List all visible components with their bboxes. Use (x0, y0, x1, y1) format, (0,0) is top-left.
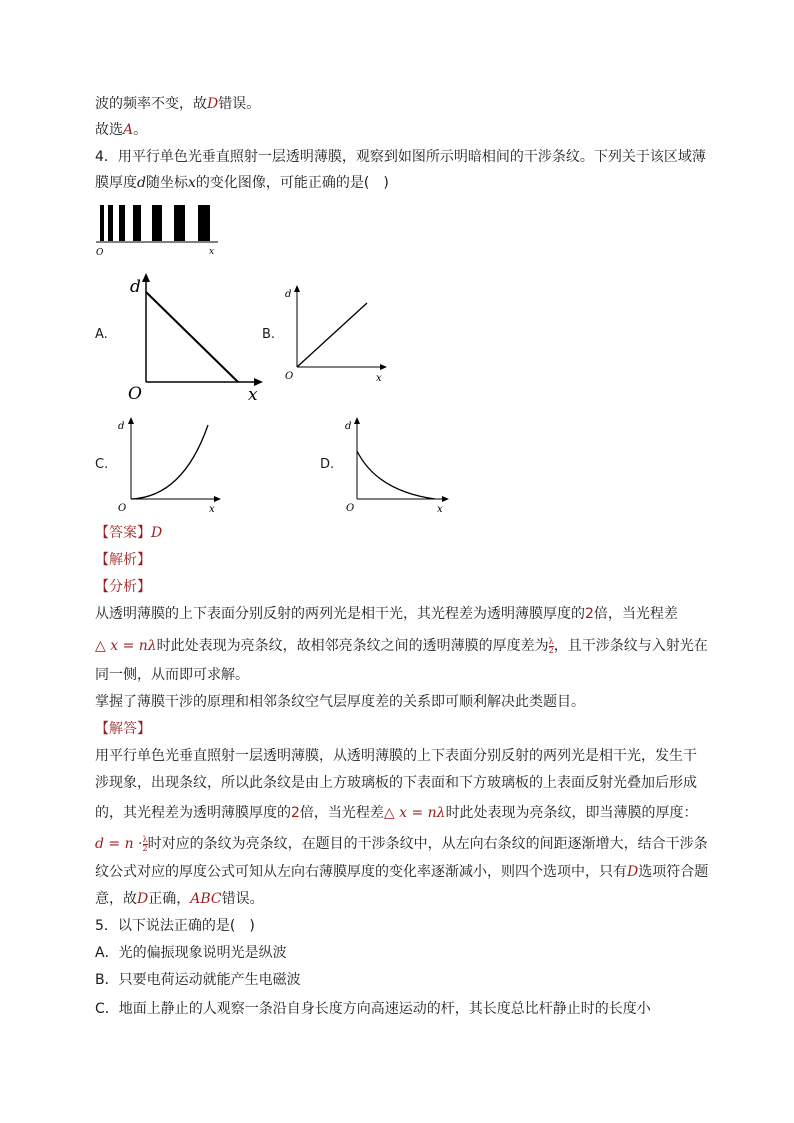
prev-line-2 (95, 120, 147, 140)
d-y-arrow (354, 417, 360, 424)
b-d-label: d (285, 289, 292, 300)
prev-text: 波的频率不变，故 (95, 96, 207, 112)
formula: d = n · (95, 836, 143, 852)
option-b-graph[interactable] (283, 283, 391, 387)
fringe-bar (152, 205, 162, 241)
answer-label: 【答案】 (95, 525, 151, 541)
analysis-text: 从透明薄膜的上下表面分别反射的两列光是相干光，其光程差为透明薄膜厚度的 (95, 606, 585, 622)
d-x-label: x (437, 504, 443, 515)
solution-option: ABC (190, 891, 222, 907)
fenxi-heading: 【分析】 (95, 579, 151, 595)
c-y-arrow (128, 417, 134, 424)
solution-text: 的，其光程差为透明薄膜厚度的 (95, 805, 291, 821)
prev-line-1 (95, 94, 260, 114)
solution-line-2: 涉现象，出现条纹，所以此条纹是由上方玻璃板的下表面和下方玻璃板的上表面反射光叠加后形成 (95, 775, 697, 791)
solution-text: 倍，当光程差 (299, 805, 384, 821)
prev-option: A (123, 122, 134, 138)
option-a-graph[interactable] (122, 272, 267, 404)
fringe-bar (198, 205, 210, 241)
q5-option-a[interactable]: A．光的偏振现象说明光是纵波 (95, 945, 287, 961)
prev-text: 故选 (95, 122, 123, 138)
analysis-line-4: 掌握了薄膜干涉的原理和相邻条纹空气层厚度差的关系即可顺利解决此类题目。 (95, 694, 585, 710)
solution-line-3 (95, 803, 698, 823)
solution-text: 时此处表现为亮条纹，即当薄膜的厚度： (445, 805, 698, 821)
c-x-arrow (214, 496, 221, 502)
solution-text: 正确， (148, 891, 191, 907)
b-curve (297, 303, 367, 367)
option-a-label[interactable]: A. (95, 327, 108, 342)
q4-text: 膜厚度 (95, 175, 137, 191)
q5-option-b[interactable]: B．只要电荷运动就能产生电磁波 (95, 972, 301, 988)
solution-text: 纹公式对应的厚度公式可知从左向右薄膜厚度的变化率逐渐减小，则四个选项中，只有 (95, 864, 627, 880)
answer-line (95, 523, 162, 543)
solution-line-5 (95, 862, 708, 882)
q4-stem-line-1: 4．用平行单色光垂直照射一层透明薄膜，观察到如图所示明暗相间的干涉条纹。下列关于该区域薄 (95, 149, 706, 165)
c-d-label: d (118, 421, 125, 432)
b-y-arrow (294, 285, 300, 292)
a-o-label: O (128, 384, 142, 404)
q5-option-c[interactable]: C．地面上静止的人观察一条沿自身长度方向高速运动的杆，其长度总比杆静止时的长度小 (95, 1001, 651, 1017)
formula: △ x = nλ (383, 805, 446, 821)
analysis-line-2 (95, 636, 708, 656)
solution-text: 意，故 (95, 891, 137, 907)
fringe-bar (133, 205, 141, 241)
solution-text: 时对应的条纹为亮条纹，在题目的干涉条纹中，从左向右条纹的间距逐渐增大，结合干涉条 (147, 836, 708, 852)
solution-text: 错误。 (221, 891, 264, 907)
analysis-text: ，且干涉条纹与入射光在 (553, 638, 708, 654)
option-b-label[interactable]: B. (262, 327, 276, 342)
q4-var-d: d (137, 175, 146, 191)
option-d-graph[interactable] (343, 413, 455, 515)
solution-line-6 (95, 889, 264, 909)
c-curve (131, 425, 208, 499)
d-x-arrow (442, 496, 449, 502)
q4-var-x: x (187, 175, 196, 191)
fringe-bar (100, 205, 104, 241)
option-c-graph[interactable] (113, 413, 225, 515)
prev-option: D (207, 96, 219, 112)
analysis-text: 时此处表现为亮条纹，故相邻亮条纹之间的透明薄膜的厚度差为 (156, 638, 549, 654)
analysis-line-1 (95, 604, 678, 624)
d-curve (357, 451, 435, 499)
q4-text: 随坐标 (145, 175, 188, 191)
q4-stem-line-2 (95, 173, 389, 193)
d-d-label: d (345, 421, 352, 432)
solution-line-1: 用平行单色光垂直照射一层透明薄膜，从透明薄膜的上下表面分别反射的两列光是相干光，发生干 (95, 748, 697, 764)
fringe-origin-label: O (96, 248, 104, 258)
a-curve (146, 292, 238, 382)
solution-option: D (137, 891, 149, 907)
fringe-bar (108, 205, 113, 241)
prev-text: 错误。 (218, 96, 261, 112)
d-o-label: O (346, 503, 355, 514)
solution-line-4 (95, 834, 708, 854)
fringe-figure (92, 203, 222, 259)
c-o-label: O (118, 503, 127, 514)
a-x-label: x (248, 385, 258, 404)
fringe-bar (174, 205, 185, 241)
option-d-label[interactable]: D. (320, 457, 335, 472)
c-x-label: x (209, 504, 215, 515)
fringe-x-label: x (209, 247, 215, 257)
analysis-line-3: 同一侧，从而即可求解。 (95, 667, 249, 683)
fraction-numerator: λ (142, 834, 148, 844)
b-x-arrow (380, 364, 387, 370)
formula: △ x = nλ (95, 638, 157, 654)
fraction-denominator: 2 (548, 645, 554, 655)
q5-stem: 5．以下说法正确的是( ) (95, 918, 255, 934)
fraction-denominator: 2 (142, 843, 148, 853)
a-y-arrow (142, 273, 150, 282)
solution-text: 选项符合题 (638, 864, 709, 880)
analysis-number: 2 (585, 606, 594, 622)
solution-number: 2 (291, 805, 300, 821)
a-d-label: d (130, 277, 141, 297)
b-o-label: O (285, 371, 294, 382)
analysis-text: 倍，当光程差 (593, 606, 678, 622)
prev-text: 。 (133, 122, 148, 138)
fraction-numerator: λ (548, 636, 554, 646)
fringe-bar (119, 205, 125, 241)
jiexi-heading: 【解析】 (95, 552, 151, 568)
option-c-label[interactable]: C. (95, 457, 109, 472)
solution-option: D (627, 864, 639, 880)
jieda-heading: 【解答】 (95, 721, 151, 737)
q4-text: 的变化图像，可能正确的是( ) (195, 175, 389, 191)
b-x-label: x (376, 373, 382, 384)
answer-value: D (151, 525, 163, 541)
